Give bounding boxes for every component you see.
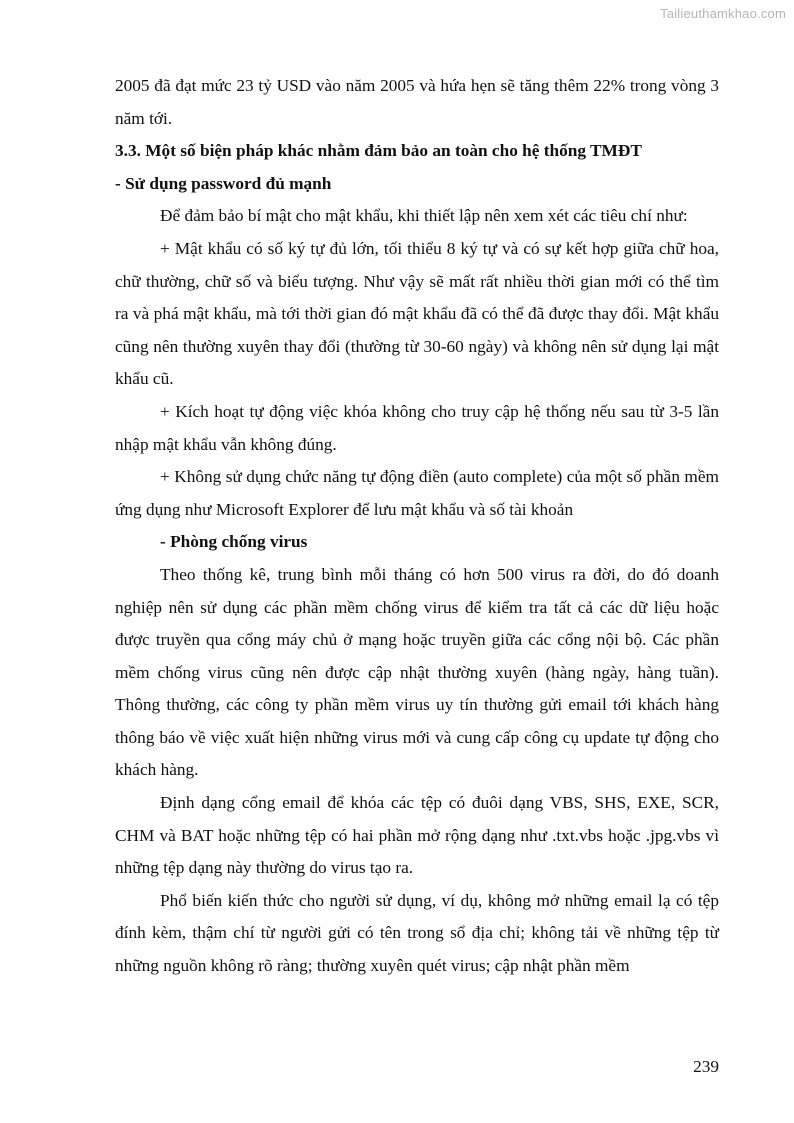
page-number: 239 bbox=[693, 1057, 719, 1076]
paragraph-password-lockout: + Kích hoạt tự động việc khóa không cho truy cập hệ thống nếu sau từ 3-5 lần nhập mật khẩu vẫn không đúng. bbox=[115, 401, 719, 454]
watermark-text: Tailieuthamkhao.com bbox=[660, 6, 786, 21]
paragraph-virus-stats: Theo thống kê, trung bình mỗi tháng có hơn 500 virus ra đời, do đó doanh nghiệp nên sử dụng các phần mềm chống virus để kiểm tra tất cả các dữ liệu hoặc được truyền qua cổng máy chủ ở mạng hoặc truyền giữa các cổng nội bộ. Các phần mềm chống virus cũng nên được cập nhật thường xuyên (hàng ngày, hàng tuần). Thông thường, các công ty phần mềm virus uy tín thường gửi email tới khách hàng thông báo về việc xuất hiện những virus mới và cung cấp công cụ update tự động cho khách hàng. bbox=[115, 564, 719, 780]
page-body bbox=[115, 70, 719, 983]
paragraph-password-length: + Mật khẩu có số ký tự đủ lớn, tối thiểu 8 ký tự và có sự kết hợp giữa chữ hoa, chữ thường, chữ số và biểu tượng. Như vậy sẽ mất rất nhiều thời gian mới có thể tìm ra và phá mật khẩu, mà tới thời gian đó mật khẩu đã có thể đã được thay đổi. Mật khẩu cũng nên thường xuyên thay đổi (thường từ 30-60 ngày) và không nên sử dụng lại mật khẩu cũ. bbox=[115, 238, 719, 389]
subheading-password: - Sử dụng password đủ mạnh bbox=[115, 173, 332, 193]
subheading-virus: - Phòng chống virus bbox=[160, 532, 308, 552]
paragraph-continuation: 2005 đã đạt mức 23 tỷ USD vào năm 2005 và hứa hẹn sẽ tăng thêm 22% trong vòng 3 năm tới. bbox=[115, 76, 719, 128]
section-heading: 3.3. Một số biện pháp khác nhằm đảm bảo an toàn cho hệ thống TMĐT bbox=[115, 141, 642, 161]
paragraph-password-intro: Để đảm bảo bí mật cho mật khẩu, khi thiết lập nên xem xét các tiêu chí như: bbox=[160, 206, 688, 226]
paragraph-password-autocomplete: + Không sử dụng chức năng tự động điền (auto complete) của một số phần mềm ứng dụng như Microsoft Explorer để lưu mật khẩu và số tài khoản bbox=[115, 467, 719, 519]
paragraph-email-filter: Định dạng cổng email để khóa các tệp có đuôi dạng VBS, SHS, EXE, SCR, CHM và BAT hoặc những tệp có hai phần mở rộng dạng như .txt.vbs hoặc .jpg.vbs vì những tệp dạng này thường do virus tạo ra. bbox=[115, 793, 719, 878]
paragraph-user-education: Phổ biến kiến thức cho người sử dụng, ví dụ, không mở những email lạ có tệp đính kèm, thậm chí từ người gửi có tên trong sổ địa chỉ; không tải về những tệp từ những nguồn không rõ ràng; thường xuyên quét virus; cập nhật phần mềm bbox=[115, 890, 719, 976]
